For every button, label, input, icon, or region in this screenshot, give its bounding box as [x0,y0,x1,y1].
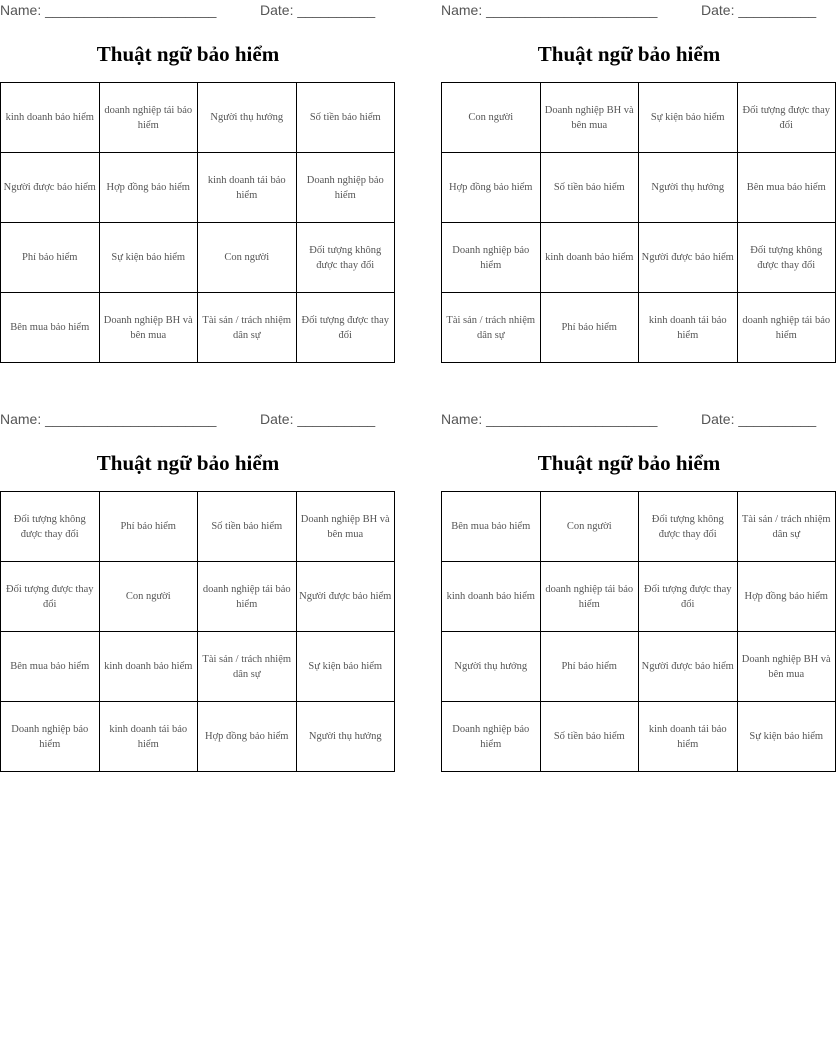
grid-cell: Sự kiện bảo hiểm [296,632,395,702]
name-field [0,2,216,18]
grid-cell: Doanh nghiệp bảo hiểm [442,223,541,293]
card-title: Thuật ngữ bảo hiểm [537,451,721,475]
name-blank-line: ______________________ [486,411,658,427]
name-label: Name: [441,411,483,427]
grid-cell: Người được bảo hiểm [296,562,395,632]
grid-cell: Con người [540,492,639,562]
grid-cell: Phí bảo hiểm [540,293,639,363]
bingo-card-2 [441,0,831,372]
grid-row [1,632,395,702]
grid-cell: kinh doanh tái bảo hiểm [99,702,198,772]
grid-cell: Người thụ hưởng [639,153,738,223]
grid-cell: Con người [442,83,541,153]
date-field [701,411,816,427]
grid-cell: Số tiền bảo hiểm [540,153,639,223]
grid-cell: Đối tượng được thay đổi [1,562,100,632]
grid-cell: Doanh nghiệp BH và bên mua [737,632,836,702]
grid-cell: Người thụ hưởng [198,83,297,153]
grid-cell: Đối tượng được thay đổi [737,83,836,153]
grid-cell: Doanh nghiệp bảo hiểm [296,153,395,223]
grid-cell: Đối tượng không được thay đổi [1,492,100,562]
grid-row [442,223,836,293]
grid-cell: Doanh nghiệp bảo hiểm [1,702,100,772]
bingo-grid [0,82,395,363]
card-header [441,0,817,22]
grid-cell: kinh doanh bảo hiểm [540,223,639,293]
card-header [0,0,376,22]
grid-cell: Số tiền bảo hiểm [540,702,639,772]
grid-cell: Người được bảo hiểm [1,153,100,223]
grid-cell: doanh nghiệp tái bảo hiểm [99,83,198,153]
grid-row [1,223,395,293]
date-label: Date: [701,411,735,427]
name-label: Name: [0,2,42,18]
name-field [0,411,216,427]
card-header [0,409,376,431]
grid-cell: Đối tượng không được thay đổi [639,492,738,562]
grid-cell: Con người [99,562,198,632]
name-label: Name: [441,2,483,18]
grid-cell: doanh nghiệp tái bảo hiểm [737,293,836,363]
name-blank-line: ______________________ [486,2,658,18]
date-field [701,2,816,18]
grid-cell: kinh doanh tái bảo hiểm [639,293,738,363]
grid-row [442,83,836,153]
grid-cell: Đối tượng không được thay đổi [296,223,395,293]
grid-cell: Tài sản / trách nhiệm dân sự [737,492,836,562]
grid-cell: Hợp đồng bảo hiểm [737,562,836,632]
grid-cell: doanh nghiệp tái bảo hiểm [540,562,639,632]
grid-cell: Đối tượng được thay đổi [639,562,738,632]
grid-cell: Doanh nghiệp BH và bên mua [296,492,395,562]
name-blank-line: ______________________ [45,411,217,427]
grid-cell: Phí bảo hiểm [1,223,100,293]
date-field [260,2,375,18]
grid-row [1,293,395,363]
grid-cell: Đối tượng không được thay đổi [737,223,836,293]
bingo-card-4 [441,409,831,781]
grid-cell: Bên mua bảo hiểm [1,293,100,363]
name-blank-line: ______________________ [45,2,217,18]
bingo-grid [441,491,836,772]
grid-row [442,562,836,632]
date-blank-line: __________ [738,2,817,18]
grid-row [442,293,836,363]
date-label: Date: [260,411,294,427]
grid-row [442,153,836,223]
grid-cell: kinh doanh bảo hiểm [99,632,198,702]
grid-cell: Phí bảo hiểm [99,492,198,562]
grid-row [1,562,395,632]
grid-cell: Bên mua bảo hiểm [1,632,100,702]
grid-cell: Tài sản / trách nhiệm dân sự [198,293,297,363]
grid-cell: Tài sản / trách nhiệm dân sự [198,632,297,702]
grid-cell: Số tiền bảo hiểm [198,492,297,562]
grid-cell: doanh nghiệp tái bảo hiểm [198,562,297,632]
grid-cell: Hợp đồng bảo hiểm [99,153,198,223]
grid-cell: Doanh nghiệp BH và bên mua [99,293,198,363]
date-field [260,411,375,427]
grid-cell: Người thụ hưởng [296,702,395,772]
date-label: Date: [701,2,735,18]
grid-row [442,492,836,562]
grid-cell: Tài sản / trách nhiệm dân sự [442,293,541,363]
bingo-card-1 [0,0,390,372]
grid-cell: Bên mua bảo hiểm [442,492,541,562]
date-blank-line: __________ [738,411,817,427]
card-header [441,409,817,431]
grid-cell: Hợp đồng bảo hiểm [198,702,297,772]
grid-cell: Phí bảo hiểm [540,632,639,702]
grid-cell: kinh doanh tái bảo hiểm [198,153,297,223]
grid-cell: Sự kiện bảo hiểm [737,702,836,772]
grid-cell: Đối tượng được thay đổi [296,293,395,363]
grid-cell: Sự kiện bảo hiểm [99,223,198,293]
card-title: Thuật ngữ bảo hiểm [96,451,280,475]
grid-cell: kinh doanh bảo hiểm [442,562,541,632]
grid-row [1,492,395,562]
grid-cell: Hợp đồng bảo hiểm [442,153,541,223]
bingo-grid [0,491,395,772]
grid-cell: Con người [198,223,297,293]
date-blank-line: __________ [297,2,376,18]
grid-row [442,632,836,702]
grid-cell: Người thụ hưởng [442,632,541,702]
grid-cell: Người được bảo hiểm [639,632,738,702]
grid-cell: kinh doanh bảo hiểm [1,83,100,153]
grid-cell: kinh doanh tái bảo hiểm [639,702,738,772]
grid-cell: Số tiền bảo hiểm [296,83,395,153]
grid-row [1,702,395,772]
name-field [441,2,657,18]
grid-cell: Doanh nghiệp BH và bên mua [540,83,639,153]
grid-row [442,702,836,772]
grid-row [1,83,395,153]
name-label: Name: [0,411,42,427]
card-title: Thuật ngữ bảo hiểm [96,42,280,66]
grid-cell: Người được bảo hiểm [639,223,738,293]
bingo-card-3 [0,409,392,781]
date-blank-line: __________ [297,411,376,427]
name-field [441,411,657,427]
bingo-grid [441,82,836,363]
date-label: Date: [260,2,294,18]
grid-cell: Bên mua bảo hiểm [737,153,836,223]
grid-cell: Doanh nghiệp bảo hiểm [442,702,541,772]
grid-cell: Sự kiện bảo hiểm [639,83,738,153]
grid-row [1,153,395,223]
card-title: Thuật ngữ bảo hiểm [537,42,721,66]
